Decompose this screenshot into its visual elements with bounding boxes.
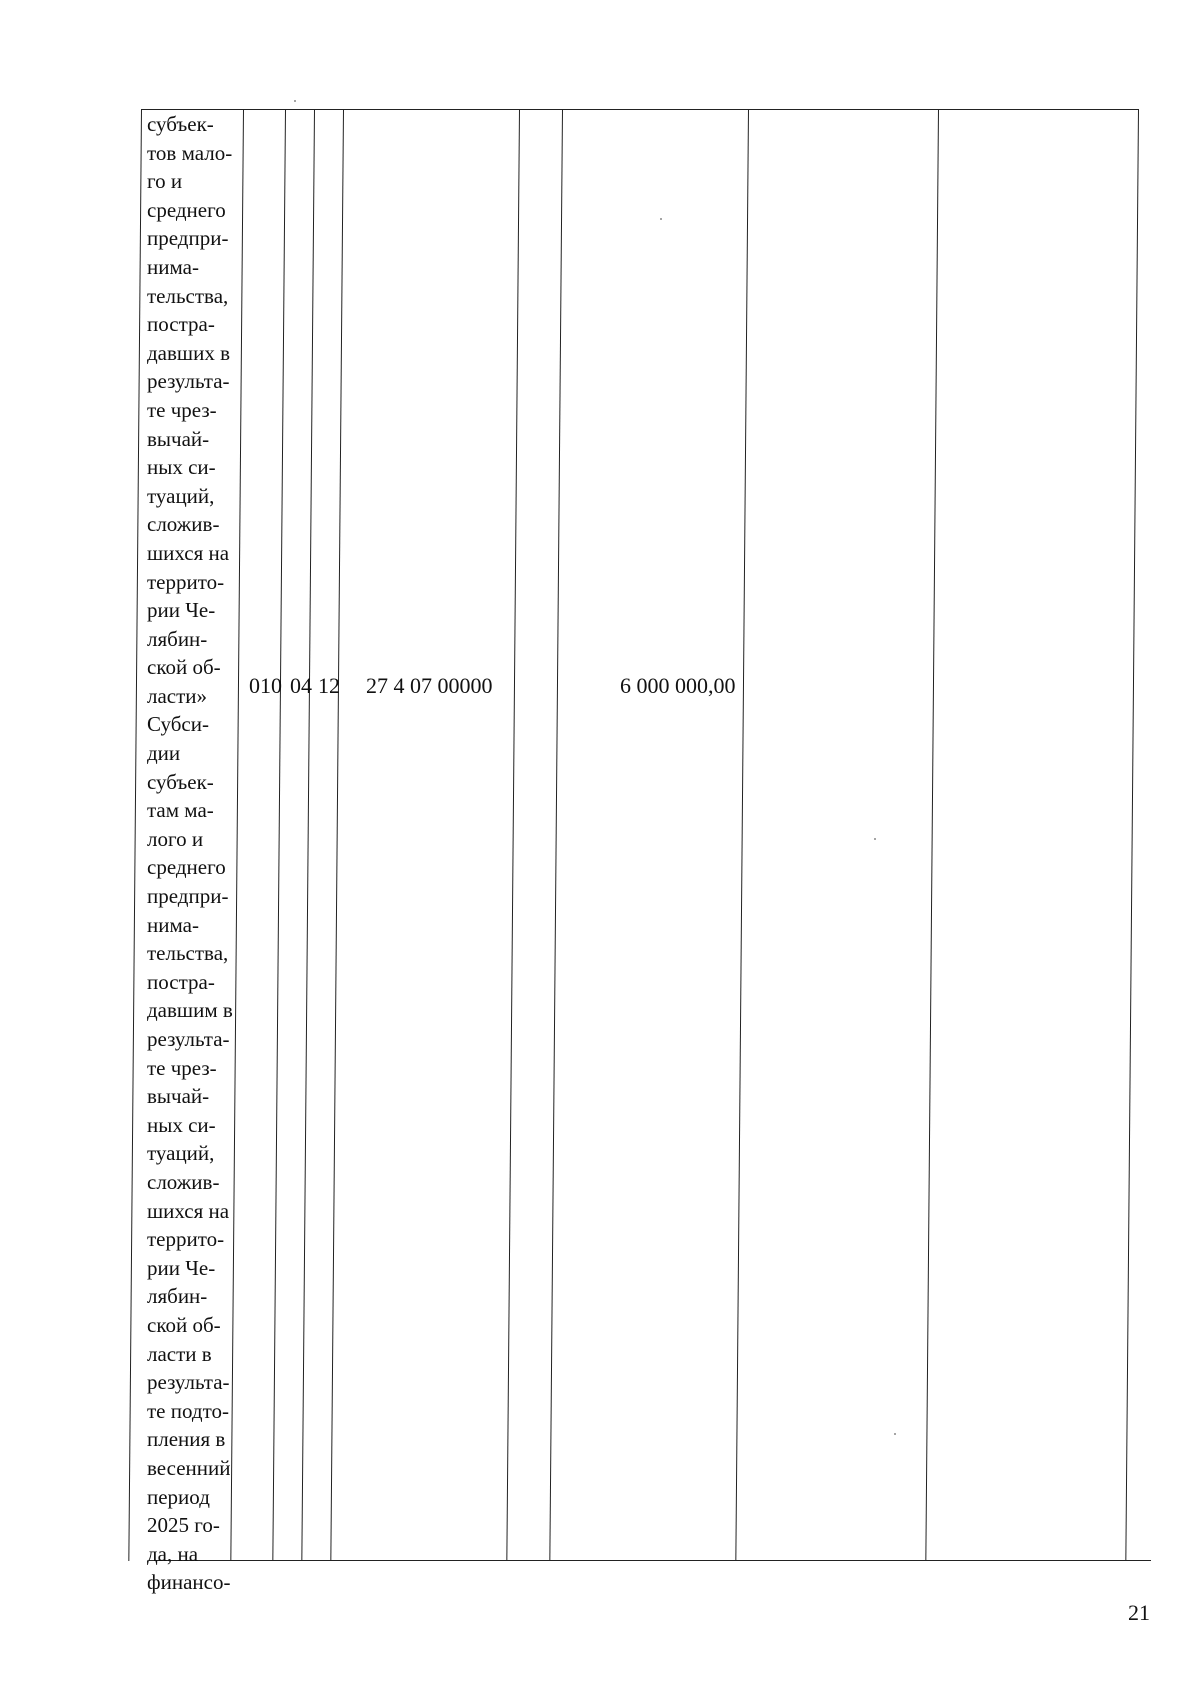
- name-line: ской об-: [147, 1312, 221, 1337]
- name-line: 2025 го-: [147, 1513, 220, 1538]
- name-line: ласти»: [147, 683, 208, 708]
- col-divider-4: [330, 109, 344, 1561]
- name-line: те подто-: [147, 1398, 229, 1423]
- col-divider-7: [735, 109, 749, 1561]
- amount: 6 000 000,00: [620, 673, 736, 698]
- scan-speck: [874, 838, 876, 840]
- section-code: 04: [290, 673, 312, 698]
- table-left-border: [128, 109, 142, 1561]
- name-cell: [147, 110, 243, 1597]
- table-top-border: [141, 109, 1138, 110]
- scan-speck: [894, 1433, 896, 1435]
- col-divider-3: [301, 109, 315, 1561]
- name-line: вычай-: [147, 426, 210, 451]
- name-line: давшим в: [147, 998, 233, 1023]
- name-line: период: [147, 1484, 210, 1509]
- col-divider-2: [272, 109, 286, 1561]
- scan-speck: [294, 100, 296, 102]
- name-line: нима-: [147, 254, 199, 279]
- name-line: сложив-: [147, 512, 220, 537]
- name-line: ных си-: [147, 1112, 216, 1137]
- name-line: ской об-: [147, 655, 221, 680]
- name-line: туаций,: [147, 483, 215, 508]
- name-line: тов мало-: [147, 140, 233, 165]
- target-code: 27 4 07 00000: [366, 673, 493, 698]
- name-line: ных си-: [147, 455, 216, 480]
- name-line: нима-: [147, 912, 199, 937]
- name-line: террито-: [147, 1227, 225, 1252]
- name-line: лябин-: [147, 626, 208, 651]
- name-line: результа-: [147, 1027, 230, 1051]
- page-number: 21: [1128, 1600, 1150, 1625]
- name-line: лябин-: [147, 1284, 208, 1309]
- name-line: предпри-: [147, 226, 229, 251]
- col-divider-5: [506, 109, 520, 1561]
- name-line: вычай-: [147, 1084, 210, 1109]
- name-line: постра-: [147, 312, 215, 337]
- name-line: лого и: [147, 826, 204, 851]
- name-line: тельства,: [147, 941, 229, 966]
- name-line: туаций,: [147, 1141, 215, 1166]
- name-line: постра-: [147, 969, 215, 994]
- name-line: ласти в: [147, 1341, 212, 1366]
- name-line: сложив-: [147, 1169, 220, 1194]
- name-line: весенний: [147, 1455, 231, 1480]
- table-bottom-border: [154, 1560, 1151, 1561]
- name-line: да, на: [147, 1541, 199, 1566]
- name-line: результа-: [147, 1370, 230, 1395]
- name-line: предпри-: [147, 884, 229, 909]
- name-line: шихся на: [147, 1198, 230, 1223]
- name-line: там ма-: [147, 798, 214, 823]
- name-line: те чрез-: [147, 1055, 217, 1080]
- name-line: давших в: [147, 340, 230, 365]
- name-line: те чрез-: [147, 397, 217, 422]
- name-line: субъек-: [147, 769, 214, 794]
- name-line: шихся на: [147, 540, 230, 565]
- name-line: субъек-: [147, 112, 214, 136]
- name-line: пления в: [147, 1427, 226, 1452]
- col-divider-6: [549, 109, 563, 1561]
- table-right-border: [1125, 109, 1139, 1561]
- name-line: го и: [147, 169, 183, 194]
- name-line: Субси-: [147, 712, 209, 737]
- name-line: дии: [147, 741, 181, 766]
- name-line: результа-: [147, 369, 230, 394]
- scan-speck: [660, 218, 662, 220]
- name-line: рии Че-: [147, 598, 216, 623]
- name-line: террито-: [147, 569, 225, 594]
- name-line: среднего: [147, 855, 226, 880]
- name-line: среднего: [147, 197, 226, 222]
- name-line: тельства,: [147, 283, 229, 308]
- col-divider-8: [925, 109, 939, 1561]
- name-line: рии Че-: [147, 1255, 216, 1280]
- subsection-code: 12: [318, 673, 340, 698]
- name-line: финансо-: [147, 1570, 231, 1595]
- ministry-code: 010: [249, 673, 282, 698]
